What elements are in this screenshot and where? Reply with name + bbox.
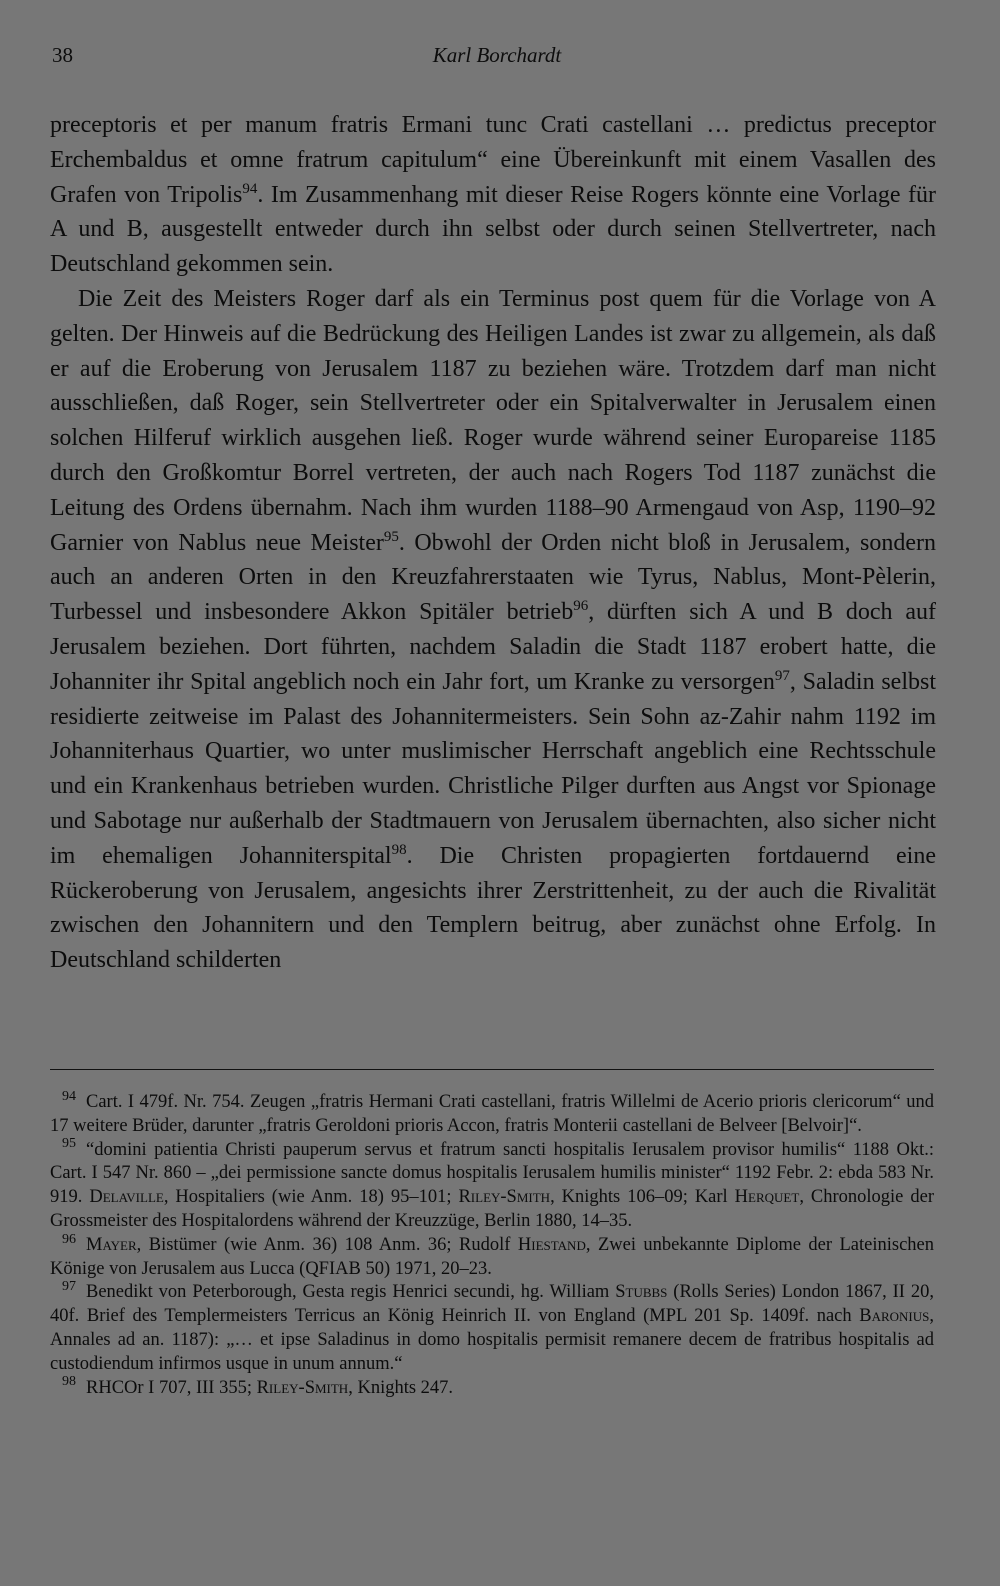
text-run: , Saladin selbst residierte zeitweise im Palast des Johannitermeisters. Sein Sohn az-Zahir nahm 1192 im Johanniterhaus Quartier, wo unter muslimischer Herrschaft angeblich eine Rechtsschule und ein Krankenhaus betrieben wurden. Christliche Pilger durften aus Angst vor Spionage und Sabotage nur außerhalb der Stadtmauern von Jerusalem übernachten, also sicher nicht im ehemaligen Johanniterspital <box>50 668 937 869</box>
footnote-ref[interactable]: 98 <box>391 841 407 858</box>
footnote-text: , Bistümer (wie Anm. 36) 108 Anm. 36; Rudolf <box>136 1234 518 1255</box>
footnote-number: 94 <box>62 1088 76 1104</box>
body-text <box>50 108 936 978</box>
footnote-text: , Knights 106–09; Karl <box>550 1187 735 1208</box>
text-run: . Obwohl der Orden nicht bloß in Jerusalem, sondern auch an anderen Orten in den Kreuzfahrerstaaten wie Tyrus, Nablus, Mont-Pèlerin, Turbessel und insbesondere Akkon Spitäler betrieb <box>50 529 936 626</box>
footnote-ref[interactable]: 95 <box>383 528 399 545</box>
text-run: , dürften sich A und B doch auf Jerusalem beziehen. Dort führten, nachdem Saladin die Stadt 1187 erobert hatte, die Johanniter ihr Spital angeblich noch ein Jahr fort, um Kranke zu versorgen <box>50 599 937 695</box>
footnote-98 <box>50 1374 934 1401</box>
text-run: preceptoris et per manum fratris Ermani tunc Crati castellani … predictus preceptor Erchembaldus et omne fratrum capitulum“ eine Übereinkunft mit einem Vasallen des Grafen von Tripolis <box>50 112 936 208</box>
text-run: . Im Zusammenhang mit dieser Reise Rogers könnte eine Vorlage für A und B, ausgestellt entweder durch ihn selbst oder durch seinen Stellvertreter, nach Deutschland gekommen sein. <box>50 181 937 278</box>
author-name: Hiestand <box>517 1234 586 1255</box>
author-name: Riley-Smith <box>458 1187 551 1208</box>
text-run: . Die Christen propagierten fortdauernd eine Rückeroberung von Jerusalem, angesichts ihrer Zerstrittenheit, zu der auch die Rivalität zwischen den Johannitern und den Templern beitrug, aber zunächst ohne Erfolg. In Deutschland schilderten <box>50 842 936 974</box>
footnote-95 <box>50 1136 934 1234</box>
footnote-text: , Annales ad an. 1187): „… et ipse Saladinus in domo hospitalis permisit remanere decem de fratribus hospitalis ad custodiendum infirmos usque in unum annum.“ <box>50 1306 934 1374</box>
author-name: Delaville <box>89 1187 164 1208</box>
footnote-ref[interactable]: 96 <box>573 598 589 615</box>
footnote-text: “domini patientia Christi pauperum servus et fratrum sancti hospitalis Ierusalem provisor humilis“ 1188 Okt.: Cart. I 547 Nr. 860 – „dei permissione sancte domus hospitalis Ierusalem humilis minister“ 1192 Febr. 2: ebda 583 Nr. 919. <box>50 1139 934 1208</box>
author-name: Herquet <box>734 1187 800 1208</box>
author-name: Baronius <box>859 1306 930 1327</box>
footnote-text: , Zwei unbekannte Diplome der Lateinischen Könige von Jerusalem aus Lucca (QFIAB 50) 1971, 20–23. <box>50 1234 934 1279</box>
footnote-96 <box>50 1231 934 1282</box>
footnote-ref[interactable]: 97 <box>774 667 790 684</box>
author-name: Riley-Smith <box>256 1377 349 1398</box>
footnote-text: , Hospitaliers (wie Anm. 18) 95–101; <box>163 1187 459 1208</box>
footnote-text: , Knights 247. <box>348 1377 454 1398</box>
footnote-text: Benedikt von Peterborough, Gesta regis Henrici secundi, hg. William <box>86 1282 616 1303</box>
paragraph <box>50 282 936 978</box>
footnote-text: , Chronologie der Grossmeister des Hospitalordens während der Kreuzzüge, Berlin 1880, 14–35. <box>50 1187 934 1231</box>
footnote-number: 95 <box>62 1136 76 1152</box>
footnote-ref[interactable]: 94 <box>242 180 258 197</box>
footnote-text: (Rolls Series) London 1867, II 20, 40f. Brief des Templermeisters Terricus an König Heinrich II. von England (MPL 201 Sp. 1409f. nach <box>50 1282 934 1327</box>
page-header <box>52 43 942 75</box>
footnote-number: 97 <box>62 1279 76 1295</box>
author-name: Mayer <box>86 1234 137 1255</box>
footnote-97 <box>50 1281 934 1376</box>
page-number: 38 <box>52 43 73 67</box>
footnote-text: Cart. I 479f. Nr. 754. Zeugen „fratris Hermani Crati castellani, fratris Willelmi de Acerio prioris clericorum“ und 17 weitere Brüder, darunter „fratris Geroldoni prioris Accon, fratris Monterii castellani de Belveer [Belvoir]“. <box>50 1092 934 1136</box>
author-name: Stubbs <box>615 1282 668 1303</box>
footnote-divider <box>50 1069 934 1070</box>
footnote-text: RHCOr I 707, III 355; <box>86 1377 257 1398</box>
running-head: Karl Borchardt <box>432 43 562 67</box>
footnote-number: 98 <box>62 1374 76 1390</box>
paragraph <box>50 108 936 282</box>
footnotes <box>50 1088 934 1400</box>
footnote-94 <box>50 1088 934 1139</box>
text-run: Die Zeit des Meisters Roger darf als ein Terminus post quem für die Vorlage von A gelten. Der Hinweis auf die Bedrückung des Heiligen Landes ist zwar zu allgemein, als daß er auf die Eroberung von Jerusalem 1187 zu beziehen wäre. Trotzdem darf man nicht ausschließen, daß Roger, sein Stellvertreter oder ein Spitalverwalter in Jerusalem einen solchen Hilferuf wirklich ausgehen ließ. Roger wurde während seiner Europareise 1185 durch den Großkomtur Borrel vertreten, der auch nach Rogers Tod 1187 zunächst die Leitung des Ordens übernahm. Nach ihm wurden 1188–90 Armengaud von Asp, 1190–92 Garnier von Nablus neue Meister <box>50 285 936 556</box>
footnote-number: 96 <box>62 1231 76 1247</box>
